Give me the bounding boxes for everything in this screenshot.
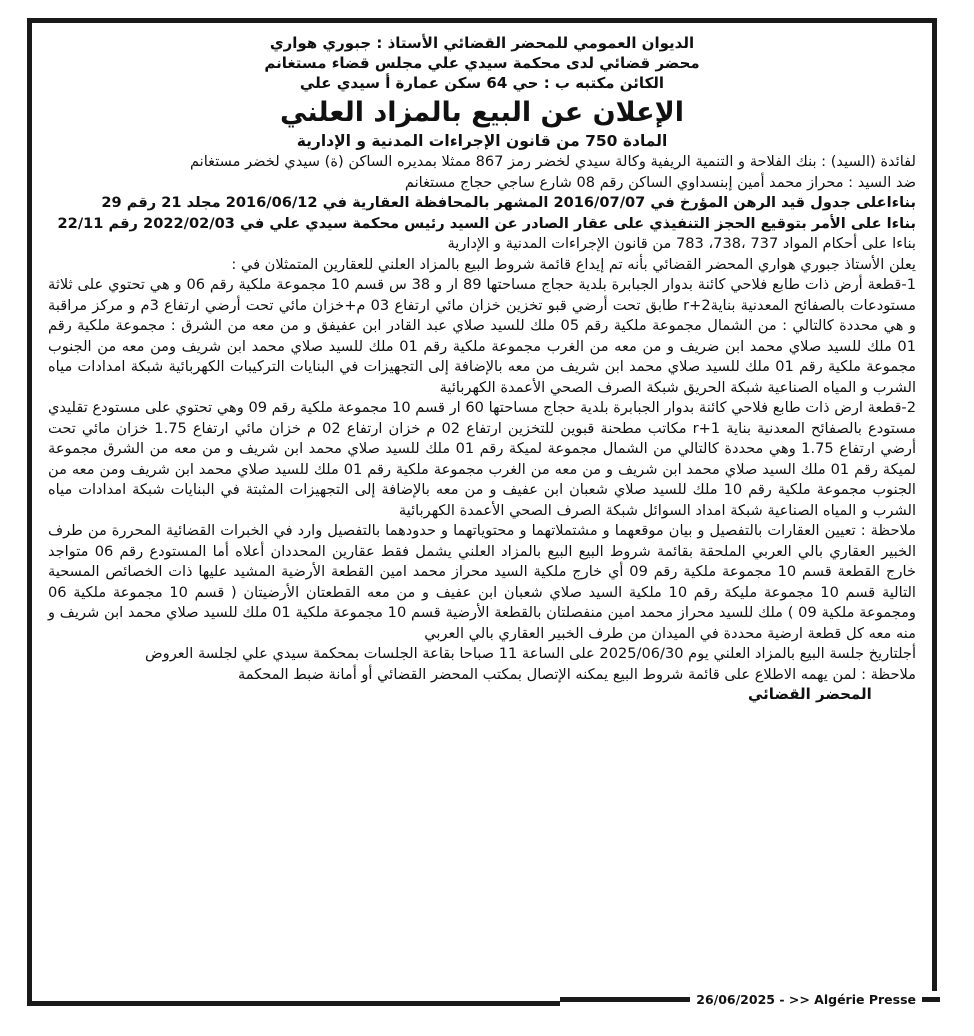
notice-subtitle: المادة 750 من قانون الإجراءات المدنية و الإدارية <box>296 132 668 150</box>
beneficiary-paragraph: لفائدة (السيد) : بنك الفلاحة و التنمية الريفية وكالة سيدي لخضر رمز 867 ممثلا بمديره الساكن (ة) سيدي لخضر مستغانم <box>189 153 916 170</box>
mortgage-paragraph: بناءاعلى جدول قيد الرهن المؤرخ في 2016/07/07 المشهر بالمحافظة العقارية في 2016/06/12 مجلد 21 رقم 29 <box>101 194 916 211</box>
property-1-paragraph: 1-قطعة أرض ذات طابع فلاحي كائنة بدوار الجبابرة بلدية حجاج مساحتها 89 ار و 38 س قسم 10 مجموعة ملكية رقم 06 و هي تحتوي على ثلاثة مستودعات بالصفائح المعدنية بناية2+r طابق تحت أرضي قبو تخزين خزان مائي ارتفاع 03 م+خزان مائي تحت أرضي ارتفاع 3م و مركز مراقبة و هي محددة كالتالي : من الشمال مجموعة ملكية رقم 05 ملك للسيد صلاي عبد القادر ابن عفيفق و من معه من الشرق : مجموعة ملكية رقم 01 ملك للسيد صلاي محمد ابن ضريف و من معه من الغرب مجموعة ملكية رقم 01 ملك للسيد صلاي محمد ابن شريف ومن معه من الجنوب مجموعة ملكية رقم 01 ملك للسيد صلاي محمد ابن شريف من معه بالإضافة إلى التجهيزات في البنايات التركيبات الكهربائية شبكة امدادات مياه الشرب و المياه الصناعية شبكة الحريق شبكة الصرف الصحي الأعمدة الكهربائية <box>48 276 916 396</box>
notice-title: الإعلان عن البيع بالمزاد العلني <box>280 97 684 128</box>
footer-bar <box>560 991 940 1007</box>
defendant-paragraph: ضد السيد : محراز محمد أمين إبنسداوي الساكن رقم 08 شارع ساجي حجاج مستغانم <box>404 173 916 191</box>
footer-rule-right <box>922 997 940 1002</box>
notice-frame <box>27 18 937 1006</box>
footer-rule-left <box>560 997 690 1002</box>
address-line: الكائن مكتبه ب : حي 64 سكن عمارة أ سيدي علي <box>299 74 665 92</box>
footer-source: 26/06/2025 - >> Algérie Presse <box>696 991 916 1007</box>
notice-content <box>48 33 916 703</box>
court-line: محضر قضائي لدى محكمة سيدي علي مجلس قضاء مستغانم <box>264 54 700 72</box>
session-date-paragraph: أجلتاريخ جلسة البيع بالمزاد العلني يوم 2025/06/30 على الساعة 11 صباحا بقاعة الجلسات بمحكمة سيدي علي لجلسة العروض <box>145 645 916 662</box>
notice-body <box>48 152 916 685</box>
office-name: الديوان العمومي للمحضر القضائي الأستاذ : جبوري هواري <box>269 34 695 52</box>
contact-note-paragraph: ملاحظة : لمن يهمه الاطلاع على قائمة شروط البيع يمكنه الإتصال بمكتب المحضر القضائي أو أمانة ضبط المحكمة <box>237 665 916 683</box>
legal-basis-paragraph: بناءا على أحكام المواد 737 ،738، 783 من قانون الإجراءات المدنية و الإدارية <box>447 235 916 252</box>
property-2-paragraph: 2-قطعة ارض ذات طابع فلاحي كائنة بدوار الجبابرة بلدية حجاج مساحتها 60 ار قسم 10 مجموعة ملكية رقم 09 وهي تحتوي على مستودع تقليدي مستودع بالصفائح المعدنية بناية 1+r مكاتب مطحنة قبوين للتخزين ارتفاع 02 م خزان ارتفاع 02 م خزان مائي ارتفاع 1.75 خزان مائي تحت أرضي ارتفاع 1.75 وهي محددة كالتالي من الشمال مجموعة لميكة رقم 01 ملك للسيد صلاي محمد ابن شريف و من معه من الشرق مجموعة لميكة رقم 01 ملك السيد صلاي محمد ابن شريف و من معه من الغرب مجموعة ملكية رقم 01 ملك للسيد صلاي محمد ابن شريف ومن معه من الجنوب مجموعة ملكية رقم 10 ملك للسيد صلاي شعبان ابن عفيف و من معه بالإضافة إلى التجهيزات المثبتة في البنايات شبكة امدادات مياه الشرب و المياه الصناعية شبكة امداد السوائل شبكة الصرف الصحي الأعمدة الكهربائية <box>48 399 917 519</box>
signature: المحضر القضائي <box>748 685 872 703</box>
note-paragraph: ملاحظة : تعيين العقارات بالتفصيل و بيان موقعهما و مشتملاتهما و محتوياتهما و حدودهما بالتفصيل وارد في الخبرات القضائية المحررة من طرف الخبير العقاري بالي العربي الملحقة بقائمة شروط البيع البيع بالمزاد العلني يشمل فقط عقارين المحددان أعلاه أما المستودع رقم 06 متواجد خارج القطعة قسم 10 مجموعة ملكية رقم 09 أي خارج ملكية السيد محراز محمد امين القطعة الأرضية المشيد عليها ذات الخصائص المسحية التالية قسم 10 مجموعة مليكة رقم 10 ملكية السيد صلاي شعبان ابن عفيف و من معه القطعتان الأرضيتان ( قسم 10 مجموعة ملكية 06 ومجموعة ملكية 09 ) ملك للسيد محراز محمد امين منفصلتان بالقطعة الأرضية قسم 10 مجموعة ملكية 01 ملك للسيد صلاي محمد ابن شريف و منه معه كل قطعة ارضية محددة في الميدان من طرف الخبير العقاري بالي العربي <box>48 522 916 642</box>
announcement-paragraph: يعلن الأستاذ جبوري هواري المحضر القضائي بأنه تم إيداع قائمة شروط البيع بالمزاد العلني للعقارين المتمثلان في : <box>231 255 916 273</box>
seizure-order-paragraph: بناءا على الأمر بتوقيع الحجز التنفيذي على عقار الصادر عن السيد رئيس محكمة سيدي علي في 2022/02/03 رقم 22/11 <box>57 214 916 232</box>
